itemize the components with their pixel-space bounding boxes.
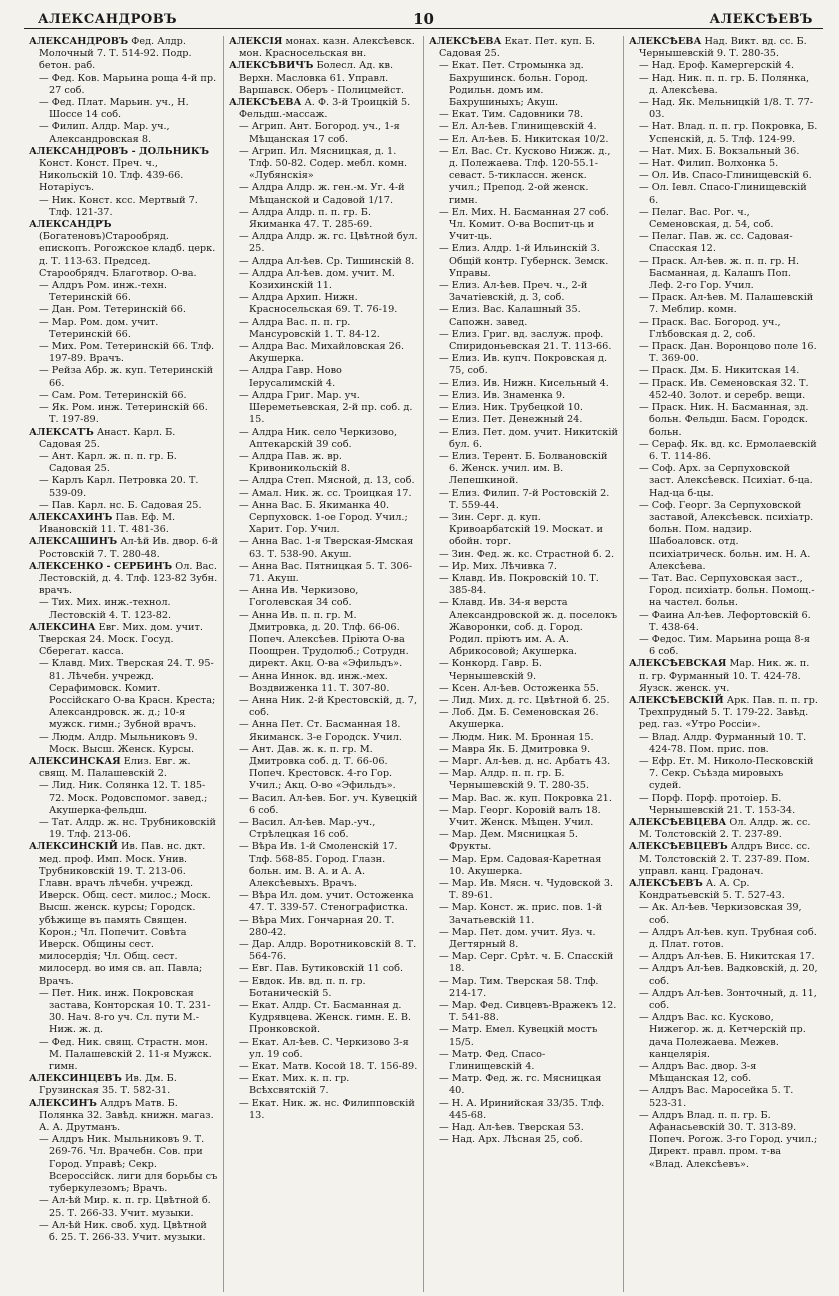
directory-entry (29, 622, 218, 659)
directory-subentry: — Анна Вас. Б. Якиманка 40. Серпуховск. 1-ое Город. Учил.; Харит. Гор. Учил. (229, 500, 418, 537)
directory-subentry: — Над. Ник. п. п. гр. Б. Полянка, д. Алексѣева. (629, 73, 818, 97)
directory-subentry: — Нат. Филип. Волхонка 5. (629, 158, 818, 170)
directory-subentry: — Алдръ Ал-ѣев. куп. Трубная соб. д. Плат. готов. (629, 927, 818, 951)
directory-subentry: — Фед. Плат. Марьин. уч., Н. Шоссе 14 соб. (29, 97, 218, 121)
entry-details: монах. казн. Алексѣевск. мон. Красносельская вн. (239, 36, 415, 60)
directory-subentry: — Васил. Ал-ѣев. Бог. уч. Кувецкій 6 соб. (229, 793, 418, 817)
directory-subentry: — Мар. Ром. дом. учит. Тетеринскій 66. (29, 317, 218, 341)
directory-subentry: — Мар. Ерм. Садовая-Каретная 10. Акушерка. (429, 854, 618, 878)
entry-surname: АЛЕКСИНЪ (29, 1097, 97, 1109)
directory-subentry: — Карлъ Карл. Петровка 20. Т. 539-09. (29, 475, 218, 499)
column-4 (623, 36, 823, 1292)
entry-surname: АЛЕКСАШИНЪ (29, 536, 118, 548)
directory-entry (629, 36, 818, 60)
directory-subentry: — Екат. Мих. к. п. гр. Всѣхсвятскій 7. (229, 1073, 418, 1097)
directory-entry (229, 60, 418, 97)
directory-entry (29, 1073, 218, 1097)
directory-subentry: — Пелаг. Вас. Рог. ч., Семеновская, д. 54, соб. (629, 207, 818, 231)
directory-subentry: — Ал-ѣй Ник. своб. худ. Цвѣтной б. 25. Т. 266-33. Учит. музыки. (29, 1220, 218, 1244)
directory-subentry: — Елиз. Алдр. 1-й Ильинскій 3. Общій контр. Губернск. Земск. Управы. (429, 243, 618, 280)
directory-entry (29, 512, 218, 536)
directory-subentry: — Мар. Дем. Мясницкая 5. Фрукты. (429, 829, 618, 853)
directory-subentry: — Евг. Пав. Бутиковскій 11 соб. (229, 963, 418, 975)
directory-subentry: — Алдръ Вас. Маросейка 5. Т. 523-31. (629, 1085, 818, 1109)
header-left-surname: АЛЕКСАНДРОВЪ (38, 12, 178, 27)
directory-subentry: — Матр. Фед. ж. гс. Мясницкая 40. (429, 1073, 618, 1097)
entry-details: Ал-ѣй Ив. двор. 6-й Ростовскій 7. Т. 280-48. (39, 536, 218, 560)
directory-entry (29, 36, 218, 73)
entry-surname: АЛЕКСѢЕВА (429, 36, 502, 47)
directory-subentry: — Алдръ Влад. п. п. гр. Б. Афанасьевскій 30. Т. 313-89. Попеч. Рогож. 3-го Город. учил.; Директ. правл. пром. т-ва «Влад. Алексѣевъ». (629, 1110, 818, 1171)
entry-surname: АЛЕКСѢЕВЪ (629, 878, 703, 890)
directory-subentry: — Сераф. Як. вд. кс. Ермолаевскій 6. Т. 114-86. (629, 439, 818, 463)
directory-subentry: — Людм. Ник. М. Бронная 15. (429, 732, 618, 744)
entry-surname: АЛЕКСІЯ (229, 36, 283, 47)
directory-subentry: — Мар. Фед. Сивцевъ-Вражекъ 12. Т. 541-88. (429, 1000, 618, 1024)
entry-details: Мар. Ник. ж. п. п. гр. Фурманный 10. Т. 424-78. Яузск. женск. уч. (639, 658, 810, 694)
directory-subentry: — Елиз. Терент. Б. Болвановскій 6. Женск. учил. им. В. Лепешкиной. (429, 451, 618, 488)
directory-subentry: — Сам. Ром. Тетеринскій 66. (29, 390, 218, 402)
directory-subentry: — Над. Ероф. Камергерскій 4. (629, 60, 818, 72)
entry-details: Ол. Алдр. ж. сс. М. Толстовскій 2. Т. 237-89. (639, 817, 811, 841)
directory-subentry: — Лид. Ник. Солянка 12. Т. 185-72. Моск. Родовспомог. завед.; Акушерка-фельдш. (29, 780, 218, 817)
directory-subentry: — Алдръ Ром. инж.-техн. Тетеринскій 66. (29, 280, 218, 304)
directory-subentry: — Ник. Конст. ксс. Мертвый 7. Тлф. 121-37. (29, 195, 218, 219)
directory-entry (29, 146, 218, 195)
entry-surname: АЛЕКСАТЪ (29, 426, 94, 438)
directory-subentry: — Анна Пет. Ст. Басманная 18. Якиманск. 3-е Городск. Учил. (229, 719, 418, 743)
directory-subentry: — Клавд. Мих. Тверская 24. Т. 95-81. Лѣчебн. учрежд. Серафимовск. Комит. Россійскаго О-ва Красн. Креста; Александровск. ж. д.; 10-я мужск. гимн.; Зубной врачъ. (29, 658, 218, 731)
entry-surname: АЛЕКСИНСКАЯ (29, 755, 121, 767)
directory-subentry: — Нат. Влад. п. п. гр. Покровка, Б. Успенскій, д. 5. Тлф. 124-99. (629, 121, 818, 145)
directory-subentry: — Конкорд. Гавр. Б. Чернышевскій 9. (429, 658, 618, 682)
entry-details: Евг. Мих. дом. учит. Тверская 24. Моск. Госуд. Сберегат. касса. (39, 621, 203, 658)
directory-subentry: — Екат. Ал-ѣев. С. Черкизово 3-я ул. 19 соб. (229, 1037, 418, 1061)
directory-subentry: — Алдра Вас. п. п. гр. Мансуровскій 1. Т. 84-12. (229, 317, 418, 341)
directory-subentry: — Елиз. Филип. 7-й Ростовскій 2. Т. 559-44. (429, 488, 618, 512)
directory-entry (29, 219, 218, 280)
directory-subentry: — Анна Вас. 1-я Тверская-Ямская 63. Т. 538-90. Акуш. (229, 536, 418, 560)
directory-subentry: — Тих. Мих. инж.-технол. Лестовскій 4. Т. 123-82. (29, 597, 218, 621)
entry-surname: АЛЕКСѢЕВА (229, 97, 302, 109)
directory-subentry: — Алдръ Ал-ѣев. Вадковскій, д. 20, соб. (629, 963, 818, 987)
directory-subentry: — Над. Ал-ѣев. Тверская 53. (429, 1122, 618, 1134)
directory-subentry: — Алдра Алдр. ж. ген.-м. Уг. 4-й Мѣщанской и Садовой 1/17. (229, 182, 418, 206)
entry-details: Екат. Пет. куп. Б. Садовая 25. (439, 36, 596, 60)
directory-subentry: — Агрип. Ил. Мясницкая, д. 1. Тлф. 50-82. Содер. мебл. комн. «Лубянскія» (229, 146, 418, 183)
directory-subentry: — Марг. Ал-ѣев. д. нс. Арбатъ 43. (429, 756, 618, 768)
directory-subentry: — Нат. Мих. Б. Вокзальный 36. (629, 146, 818, 158)
directory-subentry: — Елиз. Ив. купч. Покровская д. 75, соб. (429, 353, 618, 377)
entry-details: Арк. Пав. п. п. гр. Трехпрудный 5. Т. 179-22. Завѣд. ред. газ. «Утро Россіи». (639, 694, 818, 731)
directory-entry (29, 756, 218, 780)
directory-subentry: — Агрип. Ант. Богород. уч., 1-я Мѣщанская 17 соб. (229, 121, 418, 145)
entry-details: Ив. Пав. нс. дкт. мед. проф. Имп. Моск. Унив. Трубниковскій 19. Т. 213-06. Главн. врачъ лѣчебн. учрежд. Иверск. Общ. сест. милос.; Моск. Высш. женск. курсы; Городск. убѣжище въ память Священ. Корон.; Чл. Попечит. Совѣта Иверск. Общины сест. милосердія; Чл. Общ. сест. милосерд. во имя св. ап. Павла; Врачъ. (39, 841, 211, 987)
directory-entry (29, 536, 218, 560)
directory-subentry: — Мавра Як. Б. Дмитровка 9. (429, 744, 618, 756)
directory-subentry: — Анна Ив. п. п. гр. М. Дмитровка, д. 20. Тлф. 66-06. Попеч. Алексѣев. Пріюта О-ва Поощрен. Трудолюб.; Сотрудн. директ. Акц. О-ва «Эфильдъ». (229, 610, 418, 671)
directory-subentry: — Соф. Георг. За Серпуховской заставой, Алексѣевск. психіатр. больн. Пом. надзир. Шабоаловск. отд. психіатрическ. больн. им. Н. А. Алексѣева. (629, 500, 818, 573)
directory-subentry: — Влад. Алдр. Фурманный 10. Т. 424-78. Пом. прис. пов. (629, 732, 818, 756)
directory-subentry: — Ант. Карл. ж. п. п. гр. Б. Садовая 25. (29, 451, 218, 475)
directory-subentry: — Дар. Алдр. Воротниковскій 8. Т. 564-76. (229, 939, 418, 963)
directory-subentry: — Елиз. Григ. вд. заслуж. проф. Спиридоньевская 21. Т. 113-66. (429, 329, 618, 353)
entry-details: Елиз. Евг. ж. свящ. М. Палашевскій 2. (39, 755, 191, 780)
directory-entry (229, 36, 418, 60)
entry-surname: АЛЕКСѢЕВА (629, 36, 702, 47)
entry-details: Пав. Еф. М. Ивановскій 11. Т. 481-36. (39, 511, 176, 536)
directory-subentry: — Мар. Тим. Тверская 58. Тлф. 214-17. (429, 976, 618, 1000)
directory-subentry: — Ел. Ал-ѣев. Б. Никитская 10/2. (429, 134, 618, 146)
directory-subentry: — Васил. Ал-ѣев. Мар.-уч., Стрѣлецкая 16 соб. (229, 817, 418, 841)
directory-subentry: — Вѣра Ил. дом. учит. Остоженка 47. Т. 339-57. Стенографистка. (229, 890, 418, 914)
directory-subentry: — Алдра Ник. село Черкизово, Аптекарскій 39 соб. (229, 427, 418, 451)
column-1 (24, 36, 223, 1292)
entry-details: Болесл. Ад. кв. Верхн. Масловка 61. Управл. Варшавск. Оберъ - Полицмейст. (239, 60, 404, 96)
entry-details: (Богатеновъ)Старообряд. епископъ. Рогожское кладб. церк. д. Т. 113-63. Председ. Старообрядч. Благотвор. О-ва. (39, 231, 216, 279)
directory-subentry: — Порф. Порф. протоіер. Б. Чернышевскій 21. Т. 153-34. (629, 793, 818, 817)
directory-subentry: — Алдръ Ал-ѣев. Б. Никитская 17. (629, 951, 818, 963)
directory-subentry: — Алдръ Вас. двор. 3-я Мѣщанская 12, соб. (629, 1061, 818, 1085)
directory-subentry: — Анна Ив. Черкизово, Гоголевская 34 соб. (229, 585, 418, 609)
directory-subentry: — Ел. Вас. Ст. Кусково Нижж. д., д. Полежаева. Тлф. 120-55.1-севаст. 5-тиклассн. женск. учил.; Препод. 2-ой женск. гимн. (429, 146, 618, 207)
directory-subentry: — Алдра Пав. ж. вр. Кривоникольскій 8. (229, 451, 418, 475)
entry-details: Алдръ Матв. Б. Полянка 32. Завѣд. книжн. магаз. А. А. Друтманъ. (39, 1097, 214, 1134)
directory-subentry: — Н. А. Иринийская 33/35. Тлф. 445-68. (429, 1098, 618, 1122)
directory-subentry: — Праск. Ал-ѣев. М. Палашевскій 7. Меблир. комн. (629, 292, 818, 316)
directory-subentry: — Алдра Архип. Нижн. Красносельская 69. Т. 76-19. (229, 292, 418, 316)
directory-subentry: — Алдра Алдр. ж. гс. Цвѣтной бул. 25. (229, 231, 418, 255)
directory-entry (29, 561, 218, 598)
directory-subentry: — Алдра Степ. Мясной, д. 13, соб. (229, 475, 418, 487)
directory-subentry: — Мар. Георг. Коровій валъ 18. Учит. Женск. Мѣщен. Учил. (429, 805, 618, 829)
directory-subentry: — Екат. Ник. ж. нс. Филипповскій 13. (229, 1098, 418, 1122)
entry-details: Алдръ Висс. сс. М. Толстовскій 2. Т. 237-89. Пом. управл. канц. Градонач. (639, 841, 811, 877)
entry-surname: АЛЕКСѢЕВСКІЙ (629, 694, 724, 706)
directory-subentry: — Мар. Ив. Мясн. ч. Чудовской 3. Т. 89-61. (429, 878, 618, 902)
entry-surname: АЛЕКСИНСКІЙ (29, 841, 118, 853)
directory-subentry: — Тат. Алдр. ж. нс. Трубниковскій 19. Тлф. 213-06. (29, 817, 218, 841)
directory-subentry: — Елиз. Ив. Знаменка 9. (429, 390, 618, 402)
directory-subentry: — Матр. Емел. Кувецкій мостъ 15/5. (429, 1024, 618, 1048)
directory-subentry: — Праск. Вас. Богород. уч., Глѣбовская д. 2, соб. (629, 317, 818, 341)
directory-subentry: — Екат. Матв. Косой 18. Т. 156-89. (229, 1061, 418, 1073)
directory-entry (629, 658, 818, 695)
directory-subentry: — Алдръ Ник. Мыльниковъ 9. Т. 269-76. Чл. Врачебн. Сов. при Город. Управѣ; Секр. Всероссійск. лиги для борьбы съ туберкулезомъ; Врачъ. (29, 1134, 218, 1195)
entry-surname: АЛЕКСИНА (29, 621, 96, 633)
page-number: 10 (413, 10, 434, 28)
entry-surname: АЛЕКСАНДРЪ (29, 219, 112, 231)
directory-entry (429, 36, 618, 60)
entry-details: Над. Викт. вд. сс. Б. Чернышевскій 9. Т. 280-35. (639, 36, 807, 60)
directory-entry (629, 695, 818, 732)
column-2 (223, 36, 423, 1292)
directory-subentry: — Мар. Вас. ж. куп. Покровка 21. (429, 793, 618, 805)
directory-subentry: — Тат. Вас. Серпуховская заст., Город. психіатр. больн. Помощ.-на частел. больн. (629, 573, 818, 610)
directory-subentry: — Екат. Пет. Стромынка зд. Бахрушинск. больн. Город. Родильн. домъ им. Бахрушиныхъ; Акуш. (429, 60, 618, 109)
directory-subentry: — Пелаг. Пав. ж. сс. Садовая-Спасская 12. (629, 231, 818, 255)
directory-subentry: — Елиз. Ал-ѣев. Преч. ч., 2-й Зачатіевскій, д. 3, соб. (429, 280, 618, 304)
directory-subentry: — Ак. Ал-ѣев. Черкизовская 39, соб. (629, 902, 818, 926)
directory-subentry: — Мар. Серг. Срѣт. ч. Б. Спасскій 18. (429, 951, 618, 975)
directory-subentry: — Вѣра Мих. Гончарная 20. Т. 280-42. (229, 915, 418, 939)
directory-subentry: — Матр. Фед. Спасо-Глинищевскій 4. (429, 1049, 618, 1073)
directory-subentry: — Вѣра Ив. 1-й Смоленскій 17. Тлф. 568-85. Город. Глазн. больн. им. В. А. и А. А. Алексѣевыхъ. Врачъ. (229, 841, 418, 890)
entry-details: Ив. Дм. Б. Грузинская 35. Т. 582-31. (39, 1073, 177, 1097)
directory-subentry: — Соф. Арх. за Серпуховской заст. Алексѣевск. Психіат. б-ца. Над-ца б-цы. (629, 463, 818, 500)
directory-subentry: — Ант. Дав. ж. к. п. гр. М. Дмитровка соб. д. Т. 66-06. Попеч. Крестовск. 4-го Гор. Учил.; Акц. О-во «Эфильдъ». (229, 744, 418, 793)
directory-subentry: — Мар. Алдр. п. п. гр. Б. Чернышевскій 9. Т. 280-35. (429, 768, 618, 792)
directory-subentry: — Федос. Тим. Марьина роща 8-я 6 соб. (629, 634, 818, 658)
directory-subentry: — Алдра Ал-ѣев. Ср. Тишинскій 8. (229, 256, 418, 268)
directory-subentry: — Алдра Гавр. Ново Іерусалимскій 4. (229, 365, 418, 389)
directory-subentry: — Алдра Ал-ѣев. дом. учит. М. Козихинскій 11. (229, 268, 418, 292)
entry-surname: АЛЕКСѢЕВЦЕВА (629, 817, 727, 828)
entry-details: Ол. Вас. Лестовскій, д. 4. Тлф. 123-82 Зубн. врачъ. (39, 560, 218, 597)
directory-subentry: — Зин. Серг. д. куп. Кривоарбатскій 19. Москат. и обойн. торг. (429, 512, 618, 549)
directory-entry (29, 1098, 218, 1135)
entry-details: Анаст. Карл. Б. Садовая 25. (39, 426, 176, 450)
directory-subentry: — Праск. Ник. Н. Басманная, зд. больн. Фельдш. Басм. Городск. больн. (629, 402, 818, 439)
directory-entry (29, 427, 218, 451)
directory-subentry: — Алдръ Ал-ѣев. Зонточный, д. 11, соб. (629, 988, 818, 1012)
directory-subentry: — Фед. Ник. свящ. Страстн. мон. М. Палашевскій 2. 11-я Мужск. гимн. (29, 1037, 218, 1074)
directory-entry (629, 841, 818, 878)
directory-subentry: — Дан. Ром. Тетеринскій 66. (29, 304, 218, 316)
directory-subentry: — Праск. Дм. Б. Никитская 14. (629, 365, 818, 377)
directory-subentry: — Екат. Алдр. Ст. Басманная д. Кудрявцева. Женск. гимн. Е. В. Пронковской. (229, 1000, 418, 1037)
directory-subentry: — Над. Як. Мельницкій 1/8. Т. 77-03. (629, 97, 818, 121)
directory-subentry: — Ол. Ив. Спасо-Глинищевскій 6. (629, 170, 818, 182)
directory-subentry: — Елиз. Вас. Калашный 35. Сапожн. завед. (429, 304, 618, 328)
directory-subentry: — Ефр. Ет. М. Николо-Песковскій 7. Секр. Съѣзда мировыхъ судей. (629, 756, 818, 793)
entry-details: А. А. Ср. Кондратьевскій 5. Т. 527-43. (639, 878, 785, 902)
directory-subentry: — Праск. Ив. Семеновская 32. Т. 452-40. Золот. и серебр. вещи. (629, 378, 818, 402)
directory-subentry: — Фед. Ков. Марьина роща 4-й пр. 27 соб. (29, 73, 218, 97)
directory-subentry: — Праск. Дан. Воронцово поле 16. Т. 369-00. (629, 341, 818, 365)
directory-subentry: — Алдръ Вас. кс. Кусково, Нижегор. ж. д. Кетчерскій пр. дача Полежаева. Межев. канцелярія. (629, 1012, 818, 1061)
directory-subentry: — Ел. Ал-ѣев. Глинищевскій 4. (429, 121, 618, 133)
directory-subentry: — Лоб. Дм. Б. Семеновская 26. Акушерка. (429, 707, 618, 731)
page-header (24, 8, 823, 30)
directory-subentry: — Праск. Ал-ѣев. ж. п. п. гр. Н. Басманная, д. Калашъ Поп. Леф. 2-го Гор. Учил. (629, 256, 818, 293)
column-3 (423, 36, 623, 1292)
directory-subentry: — Елиз. Ник. Трубецкой 10. (429, 402, 618, 414)
entry-surname: АЛЕКСИНЦЕВЪ (29, 1073, 122, 1085)
directory-subentry: — Евдок. Ив. вд. п. п. гр. Ботаническій 5. (229, 976, 418, 1000)
header-rule (24, 28, 823, 29)
directory-subentry: — Лид. Мих. д. гс. Цвѣтной б. 25. (429, 695, 618, 707)
directory-subentry: — Рейза Абр. ж. куп. Тетеринскій 66. (29, 365, 218, 389)
directory-subentry: — Клавд. Ив. Покровскій 10. Т. 385-84. (429, 573, 618, 597)
entry-details: А. Ф. 3-й Троицкій 5. Фельдш.-массаж. (239, 97, 411, 121)
directory-subentry: — Мар. Конст. ж. прис. пов. 1-й Зачатьевскій 11. (429, 902, 618, 926)
directory-subentry: — Ол. Іевл. Спасо-Глинищевскій 6. (629, 182, 818, 206)
directory-subentry: — Як. Ром. инж. Тетеринскій 66. Т. 197-89. (29, 402, 218, 426)
entry-surname: АЛЕКСѢЕВЦЕВЪ (629, 841, 728, 853)
entry-details: Конст. Конст. Преч. ч., Никольскій 10. Тлф. 439-66. Нотаріусъ. (39, 158, 184, 194)
directory-subentry: — Алдра Григ. Мар. уч. Шереметьевская, 2-й пр. соб. д. 15. (229, 390, 418, 427)
directory-subentry: — Ир. Мих. Лѣчивка 7. (429, 561, 618, 573)
directory-subentry: — Зин. Фед. ж. кс. Страстной б. 2. (429, 549, 618, 561)
directory-subentry: — Елиз. Пет. Денежный 24. (429, 414, 618, 426)
directory-subentry: — Пав. Карл. нс. Б. Садовая 25. (29, 500, 218, 512)
directory-subentry: — Ал-ѣй Мир. к. п. гр. Цвѣтной б. 25. Т. 266-33. Учит. музыки. (29, 1195, 218, 1219)
directory-subentry: — Клавд. Ив. 34-я верста Александровской ж. д. поселокъ Жаворонки, соб. д. Город. Родил. пріютъ им. А. А. Абрикосовой; Акушерка. (429, 597, 618, 658)
directory-subentry: — Мар. Пет. дом. учит. Яуз. ч. Дегтярный 8. (429, 927, 618, 951)
directory-subentry: — Елиз. Пет. дом. учит. Никитскій бул. 6. (429, 427, 618, 451)
directory-subentry: — Алдра Вас. Михайловская 26. Акушерка. (229, 341, 418, 365)
directory-columns (24, 36, 823, 1292)
directory-subentry: — Анна Вас. Пятницкая 5. Т. 306-71. Акуш. (229, 561, 418, 585)
directory-subentry: — Ел. Мих. Н. Басманная 27 соб. Чл. Комит. О-ва Воспит-ць и Учит-ць. (429, 207, 618, 244)
directory-subentry: — Фаина Ал-ѣев. Лефортовскій 6. Т. 438-64. (629, 610, 818, 634)
directory-subentry: — Над. Арх. Лѣсная 25, соб. (429, 1134, 618, 1146)
directory-subentry: — Екат. Тим. Садовники 78. (429, 109, 618, 121)
entry-surname: АЛЕКСАХИНЪ (29, 511, 113, 523)
header-right-surname: АЛЕКСѢЕВЪ (709, 12, 813, 27)
entry-surname: АЛЕКСѢВИЧЪ (229, 60, 314, 72)
entry-surname: АЛЕКСАНДРОВЪ - ДОЛЬНИКЪ (29, 145, 209, 157)
entry-surname: АЛЕКСАНДРОВЪ (29, 36, 129, 47)
entry-surname: АЛЕКСЕНКО - СЕРБИНЪ (29, 560, 173, 572)
directory-subentry: — Анна Иннок. вд. инж.-мех. Воздвиженка 11. Т. 307-80. (229, 671, 418, 695)
directory-entry (29, 841, 218, 987)
directory-subentry: — Мих. Ром. Тетеринскій 66. Тлф. 197-89. Врачъ. (29, 341, 218, 365)
directory-subentry: — Людм. Алдр. Мыльниковъ 9. Моск. Высш. Женск. Курсы. (29, 732, 218, 756)
directory-subentry: — Елиз. Ив. Нижн. Кисельный 4. (429, 378, 618, 390)
directory-subentry: — Пет. Ник. инж. Покровская застава, Конторская 10. Т. 231-30. Нач. 8-го уч. Сл. пути М.-Ниж. ж. д. (29, 988, 218, 1037)
directory-entry (629, 878, 818, 902)
entry-details: Фед. Алдр. Молочный 7. Т. 514-92. Подр. бетон. раб. (39, 36, 192, 72)
directory-subentry: — Анна Ник. 2-й Крестовскій, д. 7, соб. (229, 695, 418, 719)
directory-subentry: — Ксен. Ал-ѣев. Остоженка 55. (429, 683, 618, 695)
directory-subentry: — Филип. Алдр. Мар. уч., Александровская 8. (29, 121, 218, 145)
directory-subentry: — Алдра Алдр. п. п. гр. Б. Якиманка 47. Т. 285-69. (229, 207, 418, 231)
directory-entry (629, 817, 818, 841)
directory-entry (229, 97, 418, 121)
entry-surname: АЛЕКСѢЕВСКАЯ (629, 658, 727, 670)
directory-subentry: — Амал. Ник. ж. сс. Троицкая 17. (229, 488, 418, 500)
